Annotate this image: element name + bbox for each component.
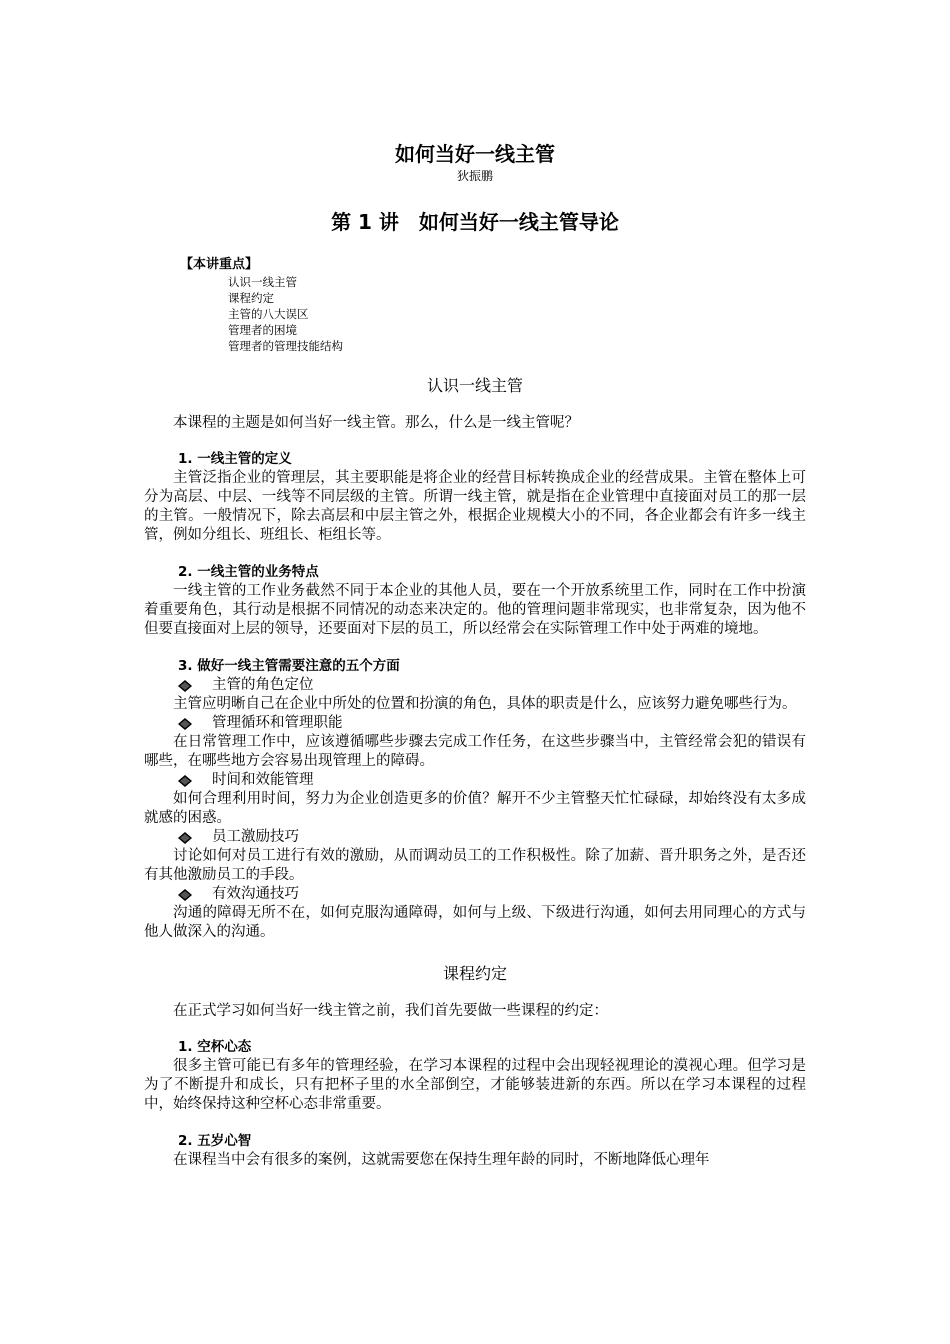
paragraph: 在日常管理工作中，应该遵循哪些步骤去完成工作任务，在这些步骤当中，主管经常会犯的错误有哪些，在哪些地方会容易出现管理上的障碍。 — [144, 734, 806, 769]
paragraph: 一线主管的工作业务截然不同于本企业的其他人员，要在一个开放系统里工作，同时在工作中扮演着重要角色，其行动是根据不同情况的动态来决定的。他的管理问题非常现实，也非常复杂，因为他不但要直接面对上层的领导，还要面对下层的员工，所以经常会在实际管理工作中处于两难的境地。 — [144, 583, 806, 637]
paragraph: 在课程当中会有很多的案例，这就需要您在保持生理年龄的同时，不断地降低心理年 — [173, 1152, 710, 1168]
paragraph: 主管应明晰自己在企业中所处的位置和扮演的角色，具体的职责是什么，应该努力避免哪些行为。 — [173, 696, 797, 712]
aspect-item — [176, 885, 806, 904]
aspect-item — [176, 676, 806, 695]
diamond-bullet-icon — [176, 679, 198, 693]
diamond-bullet-icon — [176, 831, 198, 845]
key-point-item: 主管的八大误区 — [228, 307, 309, 321]
aspect-label: 管理循环和管理职能 — [212, 715, 343, 731]
paragraph: 很多主管可能已有多年的管理经验，在学习本课程的过程中会出现轻视理论的漠视心理。但学习是为了不断提升和成长，只有把杯子里的水全部倒空，才能够装进新的东西。所以在学习本课程的过程中，始终保持这种空杯心态非常重要。 — [144, 1058, 806, 1112]
subsection-heading: 3. 做好一线主管需要注意的五个方面 — [178, 658, 400, 674]
section-intro: 在正式学习如何当好一线主管之前，我们首先要做一些课程的约定： — [173, 1003, 608, 1019]
aspect-item — [176, 771, 806, 790]
key-points-heading: 【本讲重点】 — [180, 257, 259, 272]
paragraph: 主管泛指企业的管理层，其主要职能是将企业的经营目标转换成企业的经营成果。主管在整体上可分为高层、中层、一线等不同层级的主管。所谓一线主管，就是指在企业管理中直接面对员工的那一层的主管。一般情况下，除去高层和中层主管之外，根据企业规模大小的不同，各企业都会有许多一线主管，例如分组长、班组长、柜组长等。 — [144, 470, 806, 543]
paragraph: 如何合理利用时间，努力为企业创造更多的价值？解开不少主管整天忙忙碌碌，却始终没有太多成就感的困惑。 — [144, 791, 806, 826]
section-title-recognize-supervisor: 认识一线主管 — [426, 376, 523, 395]
aspect-label: 主管的角色定位 — [212, 677, 314, 693]
document-title: 如何当好一线主管 — [395, 142, 555, 166]
diamond-bullet-icon — [176, 717, 198, 731]
section-intro: 本课程的主题是如何当好一线主管。那么，什么是一线主管呢？ — [173, 415, 579, 431]
aspect-label: 员工激励技巧 — [212, 829, 299, 845]
paragraph: 讨论如何对员工进行有效的激励，从而调动员工的工作积极性。除了加薪、晋升职务之外，是否还有其他激励员工的手段。 — [144, 848, 806, 883]
diamond-bullet-icon — [176, 774, 198, 788]
key-point-item: 管理者的困境 — [228, 323, 297, 337]
aspect-item — [176, 714, 806, 733]
key-points-block — [180, 256, 806, 354]
aspect-label: 时间和效能管理 — [212, 772, 314, 788]
section-title-course-agreement: 课程约定 — [442, 964, 507, 983]
paragraph: 沟通的障碍无所不在，如何克服沟通障碍，如何与上级、下级进行沟通，如何去用同理心的方式与他人做深入的沟通。 — [144, 905, 806, 940]
key-point-item: 认识一线主管 — [228, 275, 297, 289]
subsection-heading: 1. 一线主管的定义 — [178, 451, 292, 467]
page-content — [144, 140, 806, 1170]
aspect-item — [176, 828, 806, 847]
author-name: 狄振鹏 — [456, 169, 493, 183]
subsection-heading: 2. 五岁心智 — [178, 1133, 252, 1149]
subsection-heading: 2. 一线主管的业务特点 — [178, 564, 319, 580]
subsection-heading: 1. 空杯心态 — [178, 1039, 252, 1055]
lecture-title: 第 1 讲 如何当好一线主管导论 — [331, 210, 619, 234]
aspect-label: 有效沟通技巧 — [212, 886, 299, 902]
key-point-item: 课程约定 — [228, 291, 274, 305]
key-point-item: 管理者的管理技能结构 — [228, 339, 343, 353]
diamond-bullet-icon — [176, 888, 198, 902]
